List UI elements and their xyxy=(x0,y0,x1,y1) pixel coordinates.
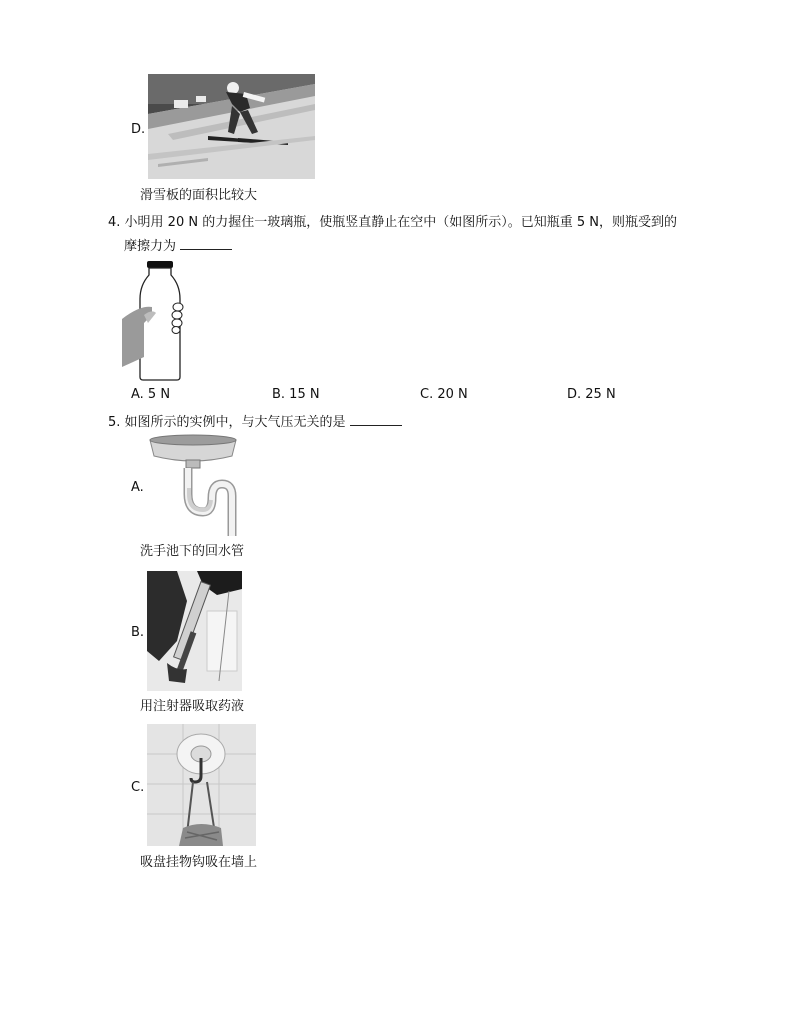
q4-option-c: C. 20 N xyxy=(420,387,468,402)
q5-option-c-label: C. xyxy=(131,780,145,795)
suction-hook-photo xyxy=(147,724,256,846)
q3-option-d-caption: 滑雪板的面积比较大 xyxy=(140,188,258,203)
sink-drain-trap-figure xyxy=(148,432,238,538)
q4-stem-line2 xyxy=(124,237,232,256)
q4-stem-line2-text: 摩擦力为 xyxy=(124,239,177,254)
q3-option-d-label: D. xyxy=(131,122,146,137)
q5-option-b-caption: 用注射器吸取药液 xyxy=(140,699,245,714)
q5-answer-blank xyxy=(350,413,402,426)
q4-stem-line1: 4. 小明用 20 N 的力握住一玻璃瓶，使瓶竖直静止在空中（如图所示）。已知瓶重 5 N，则瓶受到的 xyxy=(108,215,677,230)
bottle-in-hand-figure xyxy=(122,259,186,382)
q5-option-a-label: A. xyxy=(131,480,144,495)
q5-option-b-label: B. xyxy=(131,625,145,640)
q4-option-a: A. 5 N xyxy=(131,387,171,402)
q5-option-a-caption: 洗手池下的回水管 xyxy=(140,544,245,559)
q5-stem xyxy=(108,413,402,432)
q4-answer-blank xyxy=(180,237,232,250)
ski-jumper-photo xyxy=(148,74,315,179)
q5-stem-text: 5. 如图所示的实例中，与大气压无关的是 xyxy=(108,415,346,430)
q5-option-c-caption: 吸盘挂物钩吸在墙上 xyxy=(140,855,258,870)
q4-option-b: B. 15 N xyxy=(272,387,320,402)
q4-option-d: D. 25 N xyxy=(567,387,616,402)
syringe-photo xyxy=(147,571,242,691)
